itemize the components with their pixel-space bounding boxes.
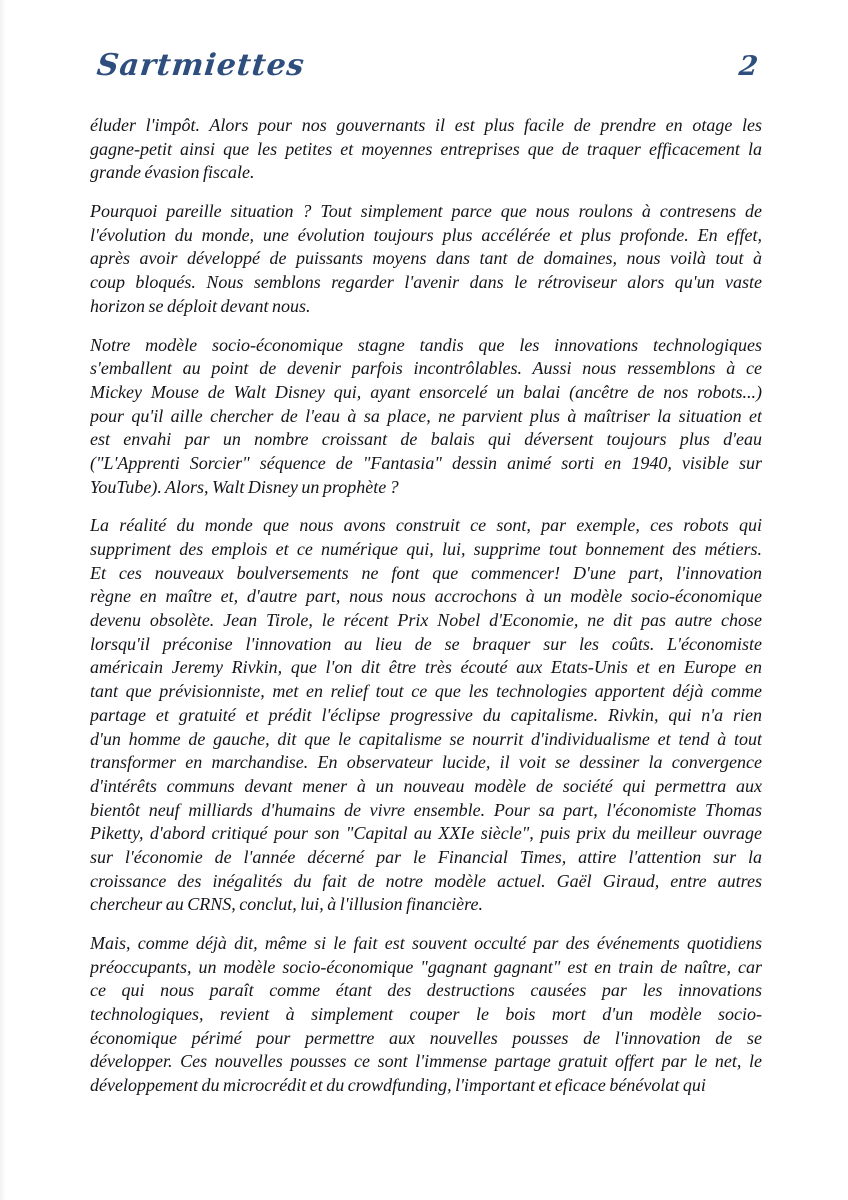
text-line: Pourquoi pareille situation ? Tout simplement parce que nous roulons à contresens de: [90, 201, 762, 222]
paragraph: [90, 932, 762, 1098]
text-line: règne en maître et, d'autre part, nous nous accrochons à un modèle socio-économique: [90, 586, 762, 607]
text-line: lorsqu'il préconise l'innovation au lieu de se braquer sur les coûts. L'économiste: [90, 633, 762, 654]
text-line: l'évolution du monde, une évolution toujours plus accélérée et plus profonde. En effet,: [90, 224, 762, 245]
text-line: croissance des inégalités du fait de notre modèle actuel. Gaël Giraud, entre autres: [90, 870, 762, 891]
page-header: [97, 48, 758, 83]
text-line: gagne-petit ainsi que les petites et moyennes entreprises que de traquer efficacement la: [90, 138, 762, 159]
text-line: ce qui nous paraît comme étant des destructions causées par les innovations: [90, 980, 762, 1001]
text-line: est envahi par un nombre croissant de balais qui déversent toujours plus d'eau: [90, 429, 762, 450]
text-line: Mickey Mouse de Walt Disney qui, ayant ensorcelé un balai (ancêtre de nos robots...): [90, 381, 762, 402]
text-line: économique périmé pour permettre aux nouvelles pousses de l'innovation de se: [90, 1027, 762, 1048]
text-line: américain Jeremy Rivkin, que l'on dit être très écouté aux Etats-Unis et en Europe en: [90, 657, 762, 678]
text-line: suppriment des emplois et ce numérique qui, lui, supprime tout bonnement des métiers.: [90, 539, 762, 559]
text-line: coup bloqués. Nous semblons regarder l'avenir dans le rétroviseur alors qu'un vaste: [90, 272, 762, 293]
page-number: 2: [737, 51, 760, 82]
text-line: après avoir développé de puissants moyens dans tant de domaines, nous voilà tout à: [90, 248, 762, 269]
text-line: YouTube). Alors, Walt Disney un prophète ?: [90, 476, 399, 497]
document-title: Sartmiettes: [95, 48, 307, 83]
text-line: transformer en marchandise. En observateur lucide, il voit se dessiner la convergence: [90, 752, 762, 773]
text-line: éluder l'impôt. Alors pour nos gouvernants il est plus facile de prendre en otage les: [90, 115, 762, 135]
text-line: d'intérêts communs devant mener à un nouveau modèle de société qui permettra aux: [90, 775, 762, 796]
text-line: Notre modèle socio-économique stagne tandis que les innovations technologiques: [90, 334, 762, 355]
text-line: Mais, comme déjà dit, même si le fait est souvent occulté par des événements quotidiens: [90, 933, 762, 953]
text-line: développer. Ces nouvelles pousses ce sont l'immense partage gratuit offert par le net, le: [90, 1051, 762, 1072]
text-line: tant que prévisionniste, met en relief tout ce que les technologies apportent déjà comme: [90, 681, 762, 702]
text-line: sur l'économie de l'année décerné par le Financial Times, attire l'attention sur la: [90, 846, 762, 867]
text-line: devenu obsolète. Jean Tirole, le récent Prix Nobel d'Economie, ne dit pas autre chose: [90, 610, 762, 631]
text-body: [90, 114, 762, 1113]
text-line: bientôt neuf milliards d'humains de vivre ensemble. Pour sa part, l'économiste Thomas: [90, 799, 762, 820]
text-line: ("L'Apprenti Sorcier" séquence de "Fantasia" dessin animé sorti en 1940, visible sur: [90, 452, 762, 473]
paragraph: [90, 200, 762, 318]
text-line: d'un homme de gauche, dit que le capitalisme se nourrit d'individualisme et tend à tout: [90, 728, 762, 749]
text-line: développement du microcrédit et du crowdfunding, l'important et eficace bénévolat qui: [90, 1075, 706, 1096]
text-line: pour qu'il aille chercher de l'eau à sa place, ne parvient plus à maîtriser la situation et: [90, 405, 762, 426]
paragraph: [90, 114, 762, 185]
paragraph: [90, 334, 762, 500]
text-line: partage et gratuité et prédit l'éclipse progressive du capitalisme. Rivkin, qui n'a rien: [90, 704, 762, 725]
text-line: Et ces nouveaux boulversements ne font que commencer! D'une part, l'innovation: [90, 562, 762, 583]
text-line: Piketty, d'abord critiqué pour son "Capital au XXIe siècle", puis prix du meilleur ouvrage: [90, 823, 762, 844]
paragraph: [90, 514, 762, 917]
text-line: chercheur au CRNS, conclut, lui, à l'illusion financière.: [90, 894, 483, 915]
text-line: s'emballent au point de devenir parfois incontrôlables. Aussi nous ressemblons à ce: [90, 358, 762, 379]
text-line: grande évasion fiscale.: [90, 162, 255, 183]
text-line: La réalité du monde que nous avons construit ce sont, par exemple, ces robots qui: [90, 515, 762, 536]
text-line: préoccupants, un modèle socio-économique "gagnant gagnant" est en train de naître, car: [90, 956, 762, 977]
text-line: horizon se déploit devant nous.: [90, 295, 311, 316]
text-line: technologiques, revient à simplement couper le bois mort d'un modèle socio-: [90, 1004, 762, 1025]
